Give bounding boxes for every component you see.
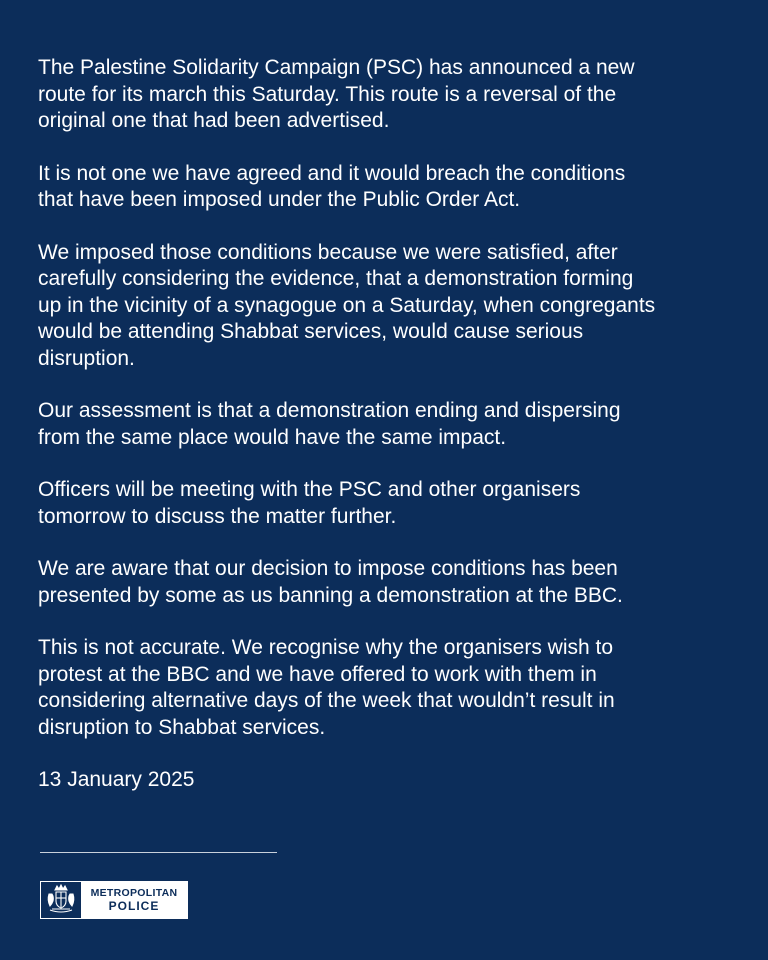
metropolitan-police-logo	[40, 881, 188, 919]
logo-wordmark	[81, 882, 187, 918]
paragraph-1: The Palestine Solidarity Campaign (PSC) has announced a new route for its march this Saturday. This route is a reversal of the original one that had been advertised.	[38, 56, 635, 132]
paragraph-5: Officers will be meeting with the PSC and other organisers tomorrow to discuss the matter further.	[38, 478, 581, 528]
logo-line-metropolitan: METROPOLITAN	[90, 887, 178, 899]
logo-line-police: POLICE	[108, 899, 160, 913]
police-crest-icon	[41, 883, 81, 918]
divider-line	[40, 852, 277, 853]
paragraph-2: It is not one we have agreed and it would breach the conditions that have been imposed under the Public Order Act.	[38, 161, 626, 211]
paragraph-3: We imposed those conditions because we were satisfied, after carefully considering the evidence, that a demonstration forming up in the vicinity of a synagogue on a Saturday, when congregants would be attending Shabbat services, would cause serious disruption.	[38, 240, 656, 370]
statement-date: 13 January 2025	[38, 768, 195, 791]
paragraph-6: We are aware that our decision to impose conditions has been presented by some as us banning a demonstration at the BBC.	[38, 557, 623, 607]
paragraph-7: This is not accurate. We recognise why the organisers wish to protest at the BBC and we have offered to work with them in considering alternative days of the week that wouldn’t result in disruption to Shabbat services.	[38, 636, 615, 739]
paragraph-4: Our assessment is that a demonstration ending and dispersing from the same place would have the same impact.	[38, 399, 621, 449]
statement-body	[38, 55, 738, 794]
